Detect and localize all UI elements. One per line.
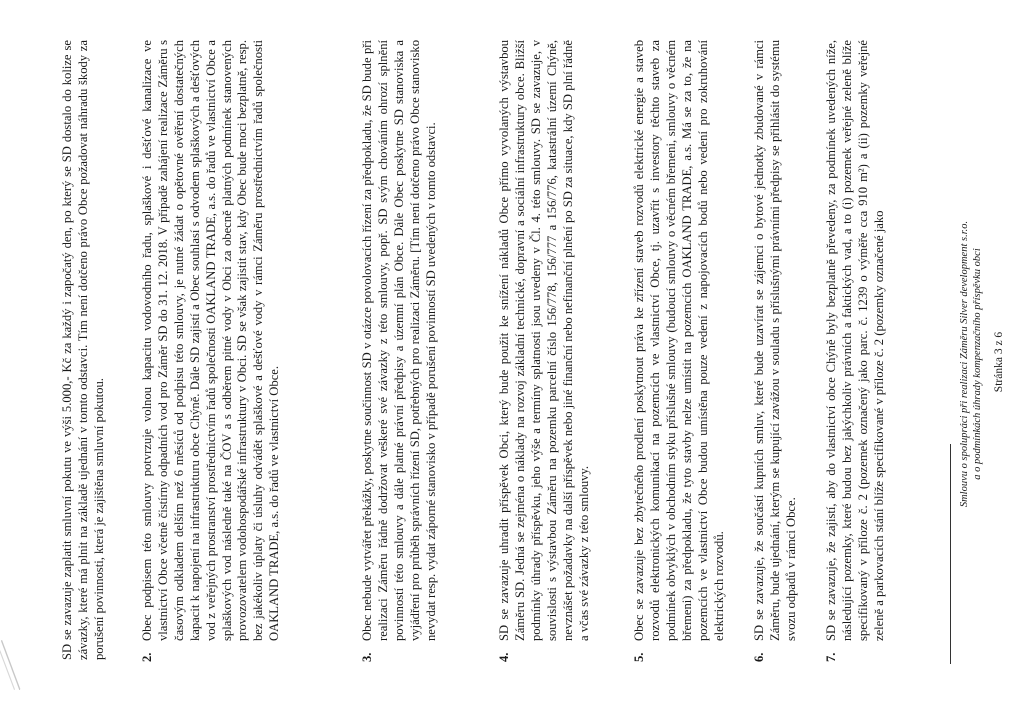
footer-line-1: Smlouvu o spolupráci při realizaci Záměru Silver development s.r.o. bbox=[959, 220, 970, 508]
item-5-text: Obec se zavazuje bez zbytečného prodlení poskytnout práva ke zřízení staveb rozvodů elektrické energie a staveb rozvodů elektronických komunikací na pozemcích ve vlastnictví Obce, tj. uzavřít s investory těchto staveb za podmínek obvyklých v obchodním styku příslušné smlouvy (budoucí smlouvy o věcném břemeni, smlouvy o věcném břemeni) za předpokladu, že tyto stavby nelze umístit na pozemcích OAKLAND TRADE, a.s. Má se za to, že na pozemcích ve vlastnictví Obce budou umístěna pouze vedení z napojovacích bodů nebo vedení pro zokruhování elektrických rozvodů. bbox=[632, 40, 726, 641]
intro-paragraph: SD se zavazuje zaplatit smluvní pokutu ve výši 5.000,- Kč za každý i započatý den, po který se SD dostalo do kolize se závazky, které má plnit na základě ujednání v tomto odstavci. Tím není dotčeno právo Obce požadovat náhradu škody za porušení povinnosti, která je zajištěna smluvní pokutou. bbox=[60, 40, 106, 660]
item-7-text: SD se zavazuje, že zajistí, aby do vlastnictví obce Chýně byly bezplatně převedeny, za podmínek uvedených níže, následující pozemky, které budou bez jakýchkoliv právních a faktických vad, a to (i) pozemek veřejné zeleně blíže specifikovaný v příloze č. 2 (pozemek označený jako parc. č. 1239 o výměře cca 910 m²) a (ii) pozemky veřejné zeleně a parkovacích stání blíže specifikované v příloze č. 2 (pozemky označené jako bbox=[824, 40, 886, 641]
footer-line-2: a o podmínkách úhrady kompenzačního příspěvku obci bbox=[972, 248, 983, 480]
item-5-number: 5. bbox=[632, 652, 646, 662]
item-2-text: Obec podpisem této smlouvy potvrzuje volnou kapacitu vodovodního řadu, splaškové i dešťové kanalizace ve vlastnictví Obce včetně čistírny odpadních vod pro Záměr SD do 31. 12. 2018. V případě zahájení realizace Záměru s časovým odkladem delším než 6 měsíců od podpisu této smlouvy, je nutné žádat o opětovné ověření dostatečných kapacit k napojení na infrastrukturu obce Chýně. Dále SD zajistí a Obec souhlasí s odvodem splaškových a dešťových vod z veřejných prostranství prostřednictvím řadů společnosti OAKLAND TRADE, a.s. do řadů ve vlastnictví Obce a splaškových vod následně také na ČOV a s odběrem pitné vody v Obci za obecně platných podmínek stanovených provozovatelem vodohospodářské infrastruktury v Obci. SD se však zajistit stav, kdy Obec bude moci bezplatně, resp. bez jakékoliv úplaty či úsluhy odvádět splaškové a dešťové vody v rámci Záměru prostřednictvím řadů společnosti OAKLAND TRADE, a.s. do řadů ve vlastnictví Obce. bbox=[140, 40, 282, 641]
item-3-text: Obec nebude vytvářet překážky, poskytne součinnost SD v otázce povolovacích řízení za předpokladu, že SD bude při realizaci Záměru řádně dodržovat veškeré své závazky z této smlouvy, popř. SD svým chováním ohrozí splnění povinností této smlouvy a dále platné právní předpisy a územní plán Obce. Dále Obec poskytne SD stanoviska a vyjádření pro průběh správních řízení SD, potřebných pro realizaci Záměru. [Tím není dotčeno právo Obce stanovisko nevydat resp. vydat záporné stanovisko v případě porušení povinností SD uvedených v tomto odstavci. bbox=[360, 40, 438, 641]
item-7-number: 7. bbox=[824, 652, 838, 662]
page-number: Stránka 3 z 6 bbox=[993, 331, 1005, 393]
item-2-number: 2. bbox=[140, 652, 154, 662]
footer bbox=[958, 84, 984, 644]
item-4-text: SD se zavazuje uhradit příspěvek Obci, který bude použit ke snížení nákladů Obce přímo vyvolaných výstavbou Záměru SD. Jedná se zejména o náklady na rozvoj základní technické, dopravní a sociální infrastruktury obce. Bližší podmínky úhrady příspěvku, jeho výše a termíny splatnosti jsou uvedeny v Čl. 4. této smlouvy. SD se zavazuje, v souvislosti s výstavbou Záměru na pozemku parcelní číslo 156/778, 156/777 a 156/776, katastrální území Chýně, nevznášet požadavky na další příspěvek nebo jiné finanční nebo nefinanční plnění po SD za situace, kdy SD plní řádně a včas své závazky z této smlouvy. bbox=[497, 40, 591, 641]
item-3-number: 3. bbox=[360, 652, 374, 662]
footer-rule bbox=[950, 444, 951, 664]
item-6-text: SD se zavazuje, že součástí kupních smluv, které bude uzavírat se zájemci o bytové jednotky zbudované v rámci Záměru, bude ujednání, kterým se kupující zavážou v souladu s příslušnými právními předpisy se přihlásit do systému svozu odpadů v rámci Obce. bbox=[752, 40, 798, 641]
item-6-number: 6. bbox=[752, 652, 766, 662]
item-4-number: 4. bbox=[497, 652, 511, 662]
